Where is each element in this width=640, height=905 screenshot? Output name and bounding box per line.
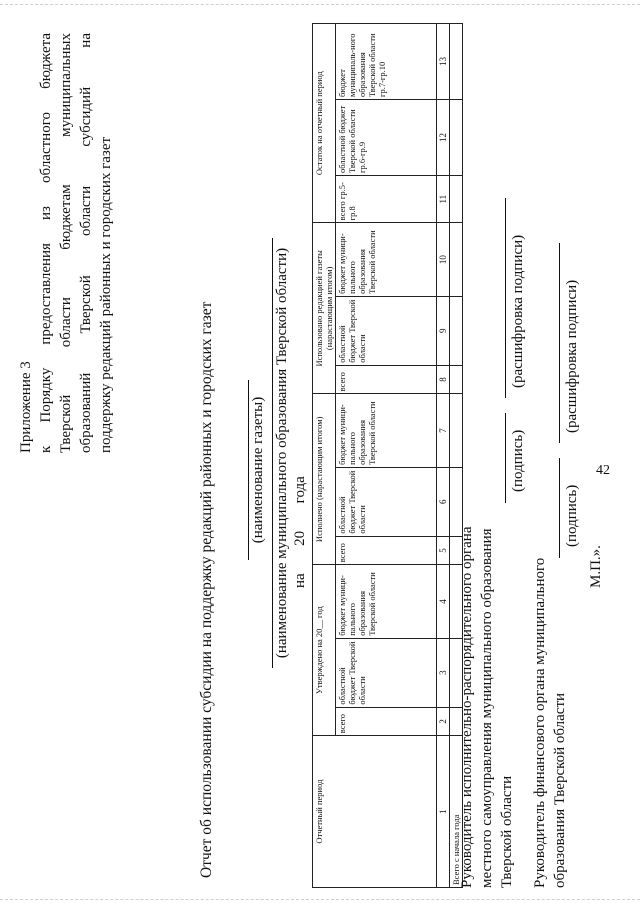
column-number: 13 (437, 24, 450, 100)
period-prefix: на (292, 573, 308, 588)
table-cell (450, 296, 463, 365)
subheader-municipal: бюджет муници-пального образования Тверской области (336, 565, 437, 639)
executive-head-line: Руководитель исполнительно-распорядительного органа (459, 526, 475, 888)
row-since-start-label: Всего с начала года (450, 736, 463, 888)
subheader-total: всего (336, 365, 437, 394)
appendix-line: поддержку редакций районных и городских газет (98, 136, 114, 453)
page-number: 42 (596, 463, 610, 478)
table-cell (450, 100, 463, 176)
finance-head-line: образования Тверской области (552, 692, 568, 888)
report-period (292, 476, 309, 588)
scan-artifact-top (0, 4, 640, 5)
subheader-regional: областной бюджет Тверской области (336, 296, 437, 365)
newspaper-name-caption: (наименование газеты) (248, 380, 267, 560)
column-number: 7 (437, 394, 450, 468)
header-period: Отчетный период (313, 736, 437, 888)
subheader-total: всего (336, 707, 437, 736)
scan-artifact-bottom (0, 899, 640, 900)
subheader-regional: областной бюджет Тверской области (336, 467, 437, 536)
signature-line (559, 458, 560, 558)
period-year: 20 (292, 530, 308, 546)
stamp-place: М.П.». (588, 545, 604, 588)
executive-head-title (457, 428, 517, 888)
municipality-name-caption: (наименование муниципального образования Тверской области) (272, 238, 291, 668)
column-number: 11 (437, 175, 450, 222)
table-cell (450, 365, 463, 394)
header-approved: Утверждено на 20__ год (313, 565, 336, 736)
column-number: 6 (437, 467, 450, 536)
table-cell (450, 24, 463, 100)
report-table (312, 23, 463, 888)
executive-head-line: Тверской области (499, 775, 515, 888)
decode-caption: (расшифровка подписи) (564, 279, 580, 433)
header-executed: Исполнено (нарастающим итогом) (313, 394, 336, 565)
decode-line (559, 243, 560, 443)
signature-caption: (подпись) (564, 484, 580, 547)
finance-head-line: Руководитель финансового органа муниципального (532, 557, 548, 888)
rotated-document (10, 23, 610, 888)
appendix-line: Тверской области бюджетам муниципальных (58, 33, 74, 453)
subheader-total: всего (336, 536, 437, 565)
report-title: Отчет об использовании субсидии на поддержку редакций районных и городских газет (198, 301, 215, 878)
subheader-total-calc: всего гр.5-гр.8 (336, 175, 437, 222)
subheader-municipal: бюджет муници-пального образования Тверской области (336, 223, 437, 297)
column-number: 2 (437, 707, 450, 736)
subheader-regional-calc: областной бюджет Тверской области гр.6-гр.9 (336, 100, 437, 176)
executive-head-line: местного самоуправления муниципального образования (479, 528, 495, 888)
header-used: Использовано редакцией газеты (нарастающим итогом) (313, 223, 336, 394)
header-balance: Остаток на отчетный период (313, 24, 336, 223)
decode-line (505, 198, 506, 398)
appendix-header (16, 33, 116, 453)
table-cell (450, 175, 463, 222)
decode-caption: (расшифровка подписи) (510, 234, 526, 388)
table-cell (450, 223, 463, 297)
column-number: 9 (437, 296, 450, 365)
subheader-regional: областной бюджет Тверской области (336, 638, 437, 707)
column-number: 5 (437, 536, 450, 565)
column-number: 4 (437, 565, 450, 639)
subheader-municipal: бюджет муници-пального образования Тверской области (336, 394, 437, 468)
appendix-line: образований Тверской области субсидий на (78, 33, 94, 453)
column-number: 8 (437, 365, 450, 394)
column-number: 10 (437, 223, 450, 297)
signature-caption: (подпись) (510, 429, 526, 492)
column-number: 12 (437, 100, 450, 176)
column-number: 3 (437, 638, 450, 707)
appendix-line: к Порядку предоставления из областного бюджета (38, 33, 54, 453)
appendix-line: Приложение 3 (18, 361, 34, 453)
period-suffix: года (292, 476, 308, 504)
column-number: 1 (437, 736, 450, 888)
signature-line (505, 413, 506, 503)
subheader-municipal-calc: бюджет муниципаль-ного образования Тверской области гр.7-гр.10 (336, 24, 437, 100)
